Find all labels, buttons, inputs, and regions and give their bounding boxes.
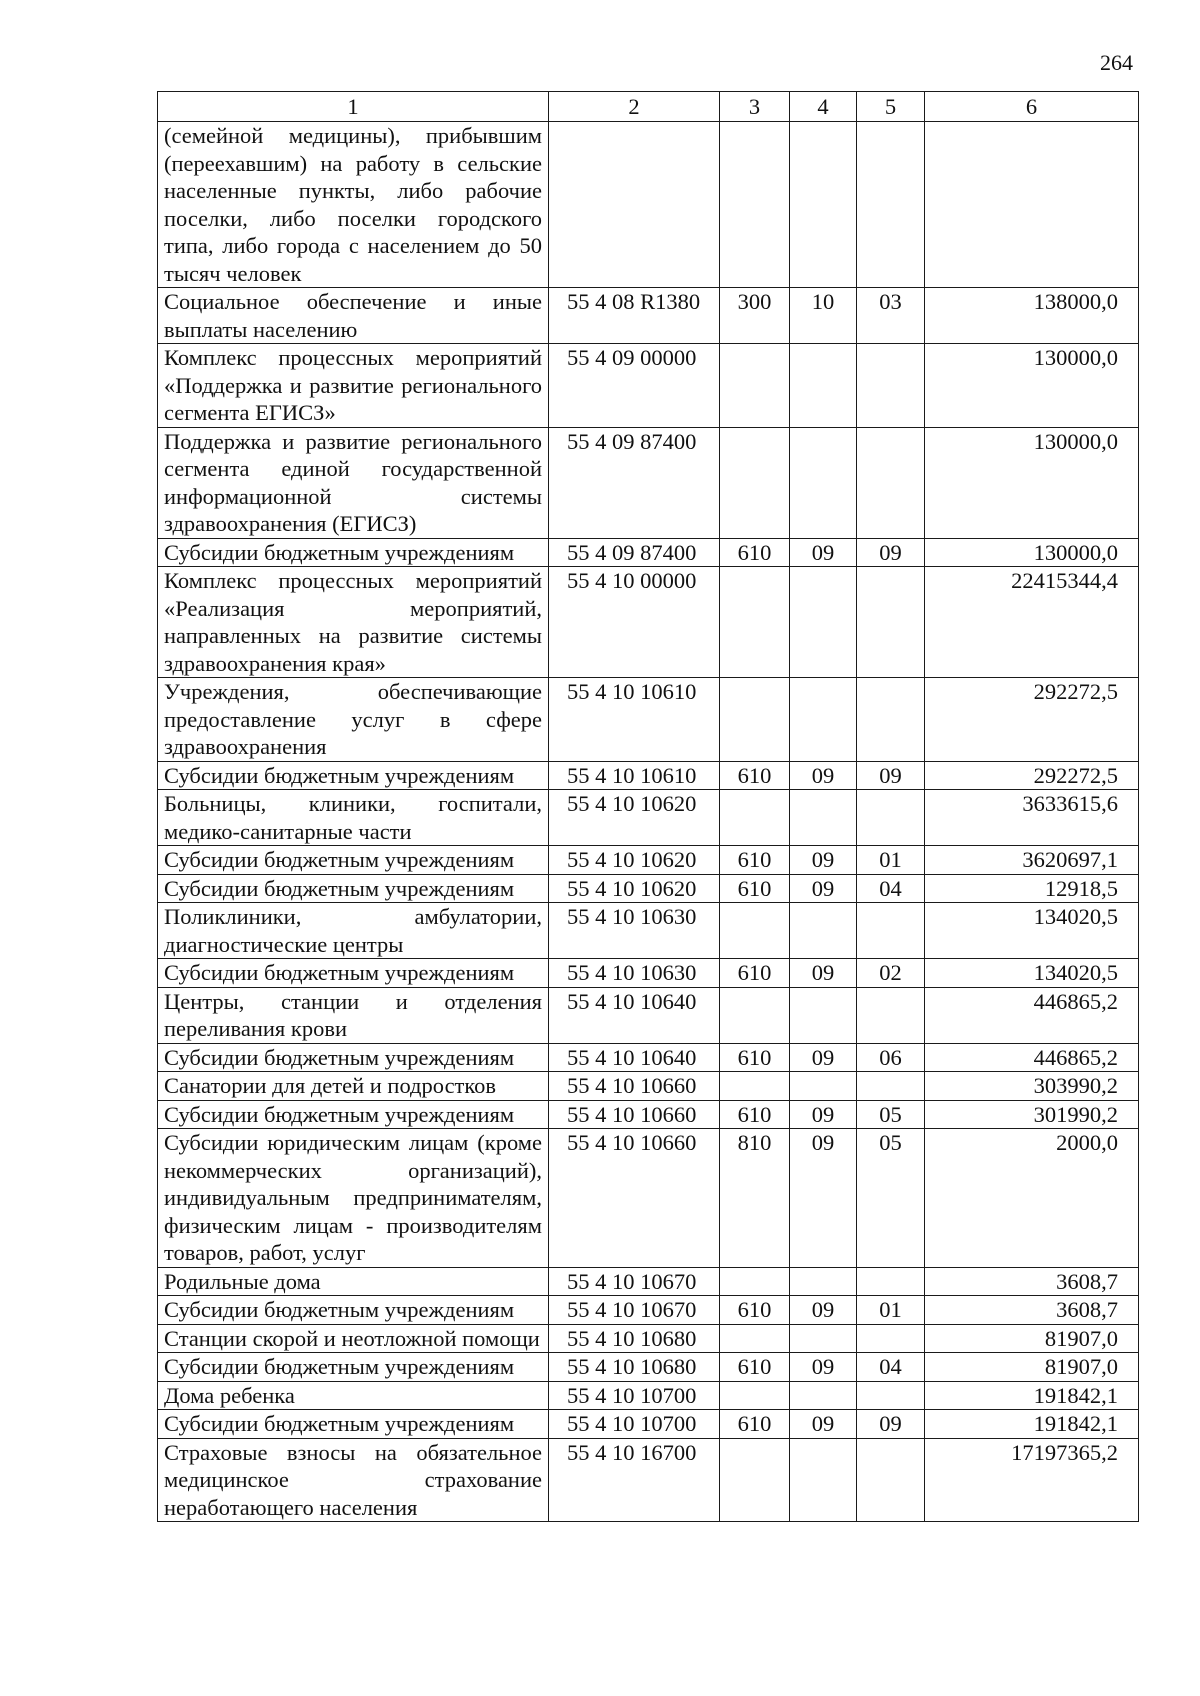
column-header: 1 bbox=[158, 92, 549, 122]
table-row bbox=[158, 122, 1139, 288]
item-name-cell: Комплекс процессных мероприятий «Поддержка и развитие регионального сегмента ЕГИСЗ» bbox=[158, 344, 549, 428]
subsection-code-cell bbox=[857, 567, 925, 678]
table-row bbox=[158, 288, 1139, 344]
item-name-cell: Социальное обеспечение и иные выплаты населению bbox=[158, 288, 549, 344]
budget-table bbox=[157, 91, 1139, 1522]
expense-type-cell bbox=[720, 987, 790, 1043]
target-code-cell: 55 4 10 10610 bbox=[549, 761, 720, 790]
table-row bbox=[158, 567, 1139, 678]
target-code-cell bbox=[549, 122, 720, 288]
section-code-cell: 09 bbox=[790, 761, 857, 790]
section-code-cell bbox=[790, 427, 857, 538]
subsection-code-cell: 09 bbox=[857, 538, 925, 567]
target-code-cell: 55 4 10 10680 bbox=[549, 1324, 720, 1353]
table-row bbox=[158, 678, 1139, 762]
target-code-cell: 55 4 10 10680 bbox=[549, 1353, 720, 1382]
item-name-cell: Санатории для детей и подростков bbox=[158, 1072, 549, 1101]
target-code-cell: 55 4 10 10620 bbox=[549, 790, 720, 846]
table-row bbox=[158, 1072, 1139, 1101]
amount-cell: 22415344,4 bbox=[925, 567, 1139, 678]
table-row bbox=[158, 538, 1139, 567]
table-row bbox=[158, 903, 1139, 959]
table-row bbox=[158, 1296, 1139, 1325]
column-header: 2 bbox=[549, 92, 720, 122]
amount-cell: 292272,5 bbox=[925, 678, 1139, 762]
section-code-cell bbox=[790, 1267, 857, 1296]
amount-cell: 3620697,1 bbox=[925, 846, 1139, 875]
amount-cell: 292272,5 bbox=[925, 761, 1139, 790]
subsection-code-cell bbox=[857, 1438, 925, 1522]
item-name-cell: Поликлиники, амбулатории, диагностические центры bbox=[158, 903, 549, 959]
table-row bbox=[158, 344, 1139, 428]
subsection-code-cell bbox=[857, 122, 925, 288]
amount-cell: 2000,0 bbox=[925, 1129, 1139, 1268]
item-name-cell: Учреждения, обеспечивающие предоставление услуг в сфере здравоохранения bbox=[158, 678, 549, 762]
item-name-cell: Субсидии юридическим лицам (кроме некоммерческих организаций), индивидуальным предпринимателям, физическим лицам - производителям товаров, работ, услуг bbox=[158, 1129, 549, 1268]
subsection-code-cell bbox=[857, 1267, 925, 1296]
section-code-cell: 10 bbox=[790, 288, 857, 344]
table-row bbox=[158, 1324, 1139, 1353]
expense-type-cell: 810 bbox=[720, 1129, 790, 1268]
table-row bbox=[158, 427, 1139, 538]
expense-type-cell bbox=[720, 344, 790, 428]
table-row bbox=[158, 1381, 1139, 1410]
subsection-code-cell: 09 bbox=[857, 761, 925, 790]
column-header: 5 bbox=[857, 92, 925, 122]
item-name-cell: Субсидии бюджетным учреждениям bbox=[158, 959, 549, 988]
section-code-cell bbox=[790, 122, 857, 288]
section-code-cell: 09 bbox=[790, 538, 857, 567]
table-row bbox=[158, 1129, 1139, 1268]
target-code-cell: 55 4 10 10620 bbox=[549, 874, 720, 903]
item-name-cell: Центры, станции и отделения переливания крови bbox=[158, 987, 549, 1043]
amount-cell: 446865,2 bbox=[925, 987, 1139, 1043]
section-code-cell bbox=[790, 678, 857, 762]
section-code-cell: 09 bbox=[790, 1100, 857, 1129]
subsection-code-cell bbox=[857, 678, 925, 762]
subsection-code-cell: 01 bbox=[857, 1296, 925, 1325]
table-body bbox=[158, 122, 1139, 1522]
section-code-cell: 09 bbox=[790, 1129, 857, 1268]
expense-type-cell: 300 bbox=[720, 288, 790, 344]
item-name-cell: Комплекс процессных мероприятий «Реализация мероприятий, направленных на развитие системы здравоохранения края» bbox=[158, 567, 549, 678]
target-code-cell: 55 4 10 10630 bbox=[549, 959, 720, 988]
amount-cell: 81907,0 bbox=[925, 1324, 1139, 1353]
expense-type-cell bbox=[720, 1072, 790, 1101]
expense-type-cell: 610 bbox=[720, 1043, 790, 1072]
amount-cell: 446865,2 bbox=[925, 1043, 1139, 1072]
subsection-code-cell: 05 bbox=[857, 1129, 925, 1268]
item-name-cell: Субсидии бюджетным учреждениям bbox=[158, 538, 549, 567]
table-row bbox=[158, 1100, 1139, 1129]
table-row bbox=[158, 874, 1139, 903]
subsection-code-cell bbox=[857, 1381, 925, 1410]
table-row bbox=[158, 761, 1139, 790]
table-row bbox=[158, 1043, 1139, 1072]
table-row bbox=[158, 1438, 1139, 1522]
expense-type-cell bbox=[720, 1381, 790, 1410]
target-code-cell: 55 4 10 10670 bbox=[549, 1267, 720, 1296]
subsection-code-cell bbox=[857, 1324, 925, 1353]
item-name-cell: Субсидии бюджетным учреждениям bbox=[158, 1410, 549, 1439]
target-code-cell: 55 4 10 10670 bbox=[549, 1296, 720, 1325]
target-code-cell: 55 4 10 10630 bbox=[549, 903, 720, 959]
subsection-code-cell bbox=[857, 1072, 925, 1101]
table-row bbox=[158, 1267, 1139, 1296]
subsection-code-cell: 04 bbox=[857, 874, 925, 903]
amount-cell: 191842,1 bbox=[925, 1381, 1139, 1410]
expense-type-cell: 610 bbox=[720, 1296, 790, 1325]
section-code-cell bbox=[790, 1072, 857, 1101]
target-code-cell: 55 4 10 10640 bbox=[549, 987, 720, 1043]
table-row bbox=[158, 1410, 1139, 1439]
page-number: 264 bbox=[1100, 50, 1133, 75]
amount-cell: 17197365,2 bbox=[925, 1438, 1139, 1522]
item-name-cell: Больницы, клиники, госпитали, медико-санитарные части bbox=[158, 790, 549, 846]
target-code-cell: 55 4 10 10700 bbox=[549, 1410, 720, 1439]
amount-cell: 191842,1 bbox=[925, 1410, 1139, 1439]
amount-cell bbox=[925, 122, 1139, 288]
amount-cell: 130000,0 bbox=[925, 538, 1139, 567]
expense-type-cell: 610 bbox=[720, 1410, 790, 1439]
target-code-cell: 55 4 09 87400 bbox=[549, 538, 720, 567]
amount-cell: 130000,0 bbox=[925, 344, 1139, 428]
amount-cell: 134020,5 bbox=[925, 903, 1139, 959]
target-code-cell: 55 4 10 10660 bbox=[549, 1129, 720, 1268]
expense-type-cell bbox=[720, 678, 790, 762]
item-name-cell: (семейной медицины), прибывшим (переехавшим) на работу в сельские населенные пункты, либо рабочие поселки, либо поселки городского типа, либо города с населением до 50 тысяч человек bbox=[158, 122, 549, 288]
target-code-cell: 55 4 10 10660 bbox=[549, 1100, 720, 1129]
section-code-cell bbox=[790, 903, 857, 959]
section-code-cell bbox=[790, 1381, 857, 1410]
section-code-cell bbox=[790, 987, 857, 1043]
table-row bbox=[158, 1353, 1139, 1382]
subsection-code-cell bbox=[857, 344, 925, 428]
column-header: 6 bbox=[925, 92, 1139, 122]
section-code-cell bbox=[790, 790, 857, 846]
section-code-cell: 09 bbox=[790, 874, 857, 903]
expense-type-cell bbox=[720, 903, 790, 959]
item-name-cell: Дома ребенка bbox=[158, 1381, 549, 1410]
amount-cell: 81907,0 bbox=[925, 1353, 1139, 1382]
expense-type-cell bbox=[720, 427, 790, 538]
section-code-cell bbox=[790, 1324, 857, 1353]
item-name-cell: Субсидии бюджетным учреждениям bbox=[158, 1353, 549, 1382]
expense-type-cell bbox=[720, 1324, 790, 1353]
item-name-cell: Станции скорой и неотложной помощи bbox=[158, 1324, 549, 1353]
subsection-code-cell: 03 bbox=[857, 288, 925, 344]
target-code-cell: 55 4 10 10610 bbox=[549, 678, 720, 762]
subsection-code-cell bbox=[857, 987, 925, 1043]
amount-cell: 12918,5 bbox=[925, 874, 1139, 903]
expense-type-cell: 610 bbox=[720, 1353, 790, 1382]
amount-cell: 134020,5 bbox=[925, 959, 1139, 988]
target-code-cell: 55 4 10 10640 bbox=[549, 1043, 720, 1072]
table-row bbox=[158, 790, 1139, 846]
expense-type-cell bbox=[720, 790, 790, 846]
amount-cell: 3608,7 bbox=[925, 1267, 1139, 1296]
target-code-cell: 55 4 10 10700 bbox=[549, 1381, 720, 1410]
expense-type-cell bbox=[720, 1267, 790, 1296]
amount-cell: 3608,7 bbox=[925, 1296, 1139, 1325]
subsection-code-cell: 01 bbox=[857, 846, 925, 875]
item-name-cell: Субсидии бюджетным учреждениям bbox=[158, 1043, 549, 1072]
target-code-cell: 55 4 09 00000 bbox=[549, 344, 720, 428]
subsection-code-cell: 09 bbox=[857, 1410, 925, 1439]
subsection-code-cell: 02 bbox=[857, 959, 925, 988]
item-name-cell: Субсидии бюджетным учреждениям bbox=[158, 1100, 549, 1129]
target-code-cell: 55 4 10 00000 bbox=[549, 567, 720, 678]
section-code-cell: 09 bbox=[790, 1353, 857, 1382]
column-header: 3 bbox=[720, 92, 790, 122]
subsection-code-cell bbox=[857, 790, 925, 846]
expense-type-cell bbox=[720, 567, 790, 678]
expense-type-cell: 610 bbox=[720, 846, 790, 875]
table-header-row bbox=[158, 92, 1139, 122]
expense-type-cell: 610 bbox=[720, 1100, 790, 1129]
target-code-cell: 55 4 08 R1380 bbox=[549, 288, 720, 344]
table-row bbox=[158, 846, 1139, 875]
expense-type-cell: 610 bbox=[720, 761, 790, 790]
item-name-cell: Страховые взносы на обязательное медицинское страхование неработающего населения bbox=[158, 1438, 549, 1522]
target-code-cell: 55 4 10 16700 bbox=[549, 1438, 720, 1522]
section-code-cell bbox=[790, 567, 857, 678]
section-code-cell: 09 bbox=[790, 1410, 857, 1439]
item-name-cell: Субсидии бюджетным учреждениям bbox=[158, 874, 549, 903]
expense-type-cell: 610 bbox=[720, 959, 790, 988]
expense-type-cell bbox=[720, 1438, 790, 1522]
amount-cell: 301990,2 bbox=[925, 1100, 1139, 1129]
expense-type-cell: 610 bbox=[720, 538, 790, 567]
amount-cell: 138000,0 bbox=[925, 288, 1139, 344]
table-row bbox=[158, 959, 1139, 988]
subsection-code-cell: 04 bbox=[857, 1353, 925, 1382]
expense-type-cell: 610 bbox=[720, 874, 790, 903]
column-header: 4 bbox=[790, 92, 857, 122]
section-code-cell: 09 bbox=[790, 1043, 857, 1072]
section-code-cell: 09 bbox=[790, 959, 857, 988]
item-name-cell: Родильные дома bbox=[158, 1267, 549, 1296]
expense-type-cell bbox=[720, 122, 790, 288]
target-code-cell: 55 4 09 87400 bbox=[549, 427, 720, 538]
item-name-cell: Субсидии бюджетным учреждениям bbox=[158, 1296, 549, 1325]
subsection-code-cell: 06 bbox=[857, 1043, 925, 1072]
subsection-code-cell: 05 bbox=[857, 1100, 925, 1129]
section-code-cell bbox=[790, 1438, 857, 1522]
table-row bbox=[158, 987, 1139, 1043]
amount-cell: 303990,2 bbox=[925, 1072, 1139, 1101]
amount-cell: 130000,0 bbox=[925, 427, 1139, 538]
item-name-cell: Поддержка и развитие регионального сегмента единой государственной информационной системы здравоохранения (ЕГИСЗ) bbox=[158, 427, 549, 538]
target-code-cell: 55 4 10 10620 bbox=[549, 846, 720, 875]
subsection-code-cell bbox=[857, 427, 925, 538]
item-name-cell: Субсидии бюджетным учреждениям bbox=[158, 846, 549, 875]
target-code-cell: 55 4 10 10660 bbox=[549, 1072, 720, 1101]
subsection-code-cell bbox=[857, 903, 925, 959]
section-code-cell: 09 bbox=[790, 846, 857, 875]
amount-cell: 3633615,6 bbox=[925, 790, 1139, 846]
item-name-cell: Субсидии бюджетным учреждениям bbox=[158, 761, 549, 790]
section-code-cell bbox=[790, 344, 857, 428]
section-code-cell: 09 bbox=[790, 1296, 857, 1325]
